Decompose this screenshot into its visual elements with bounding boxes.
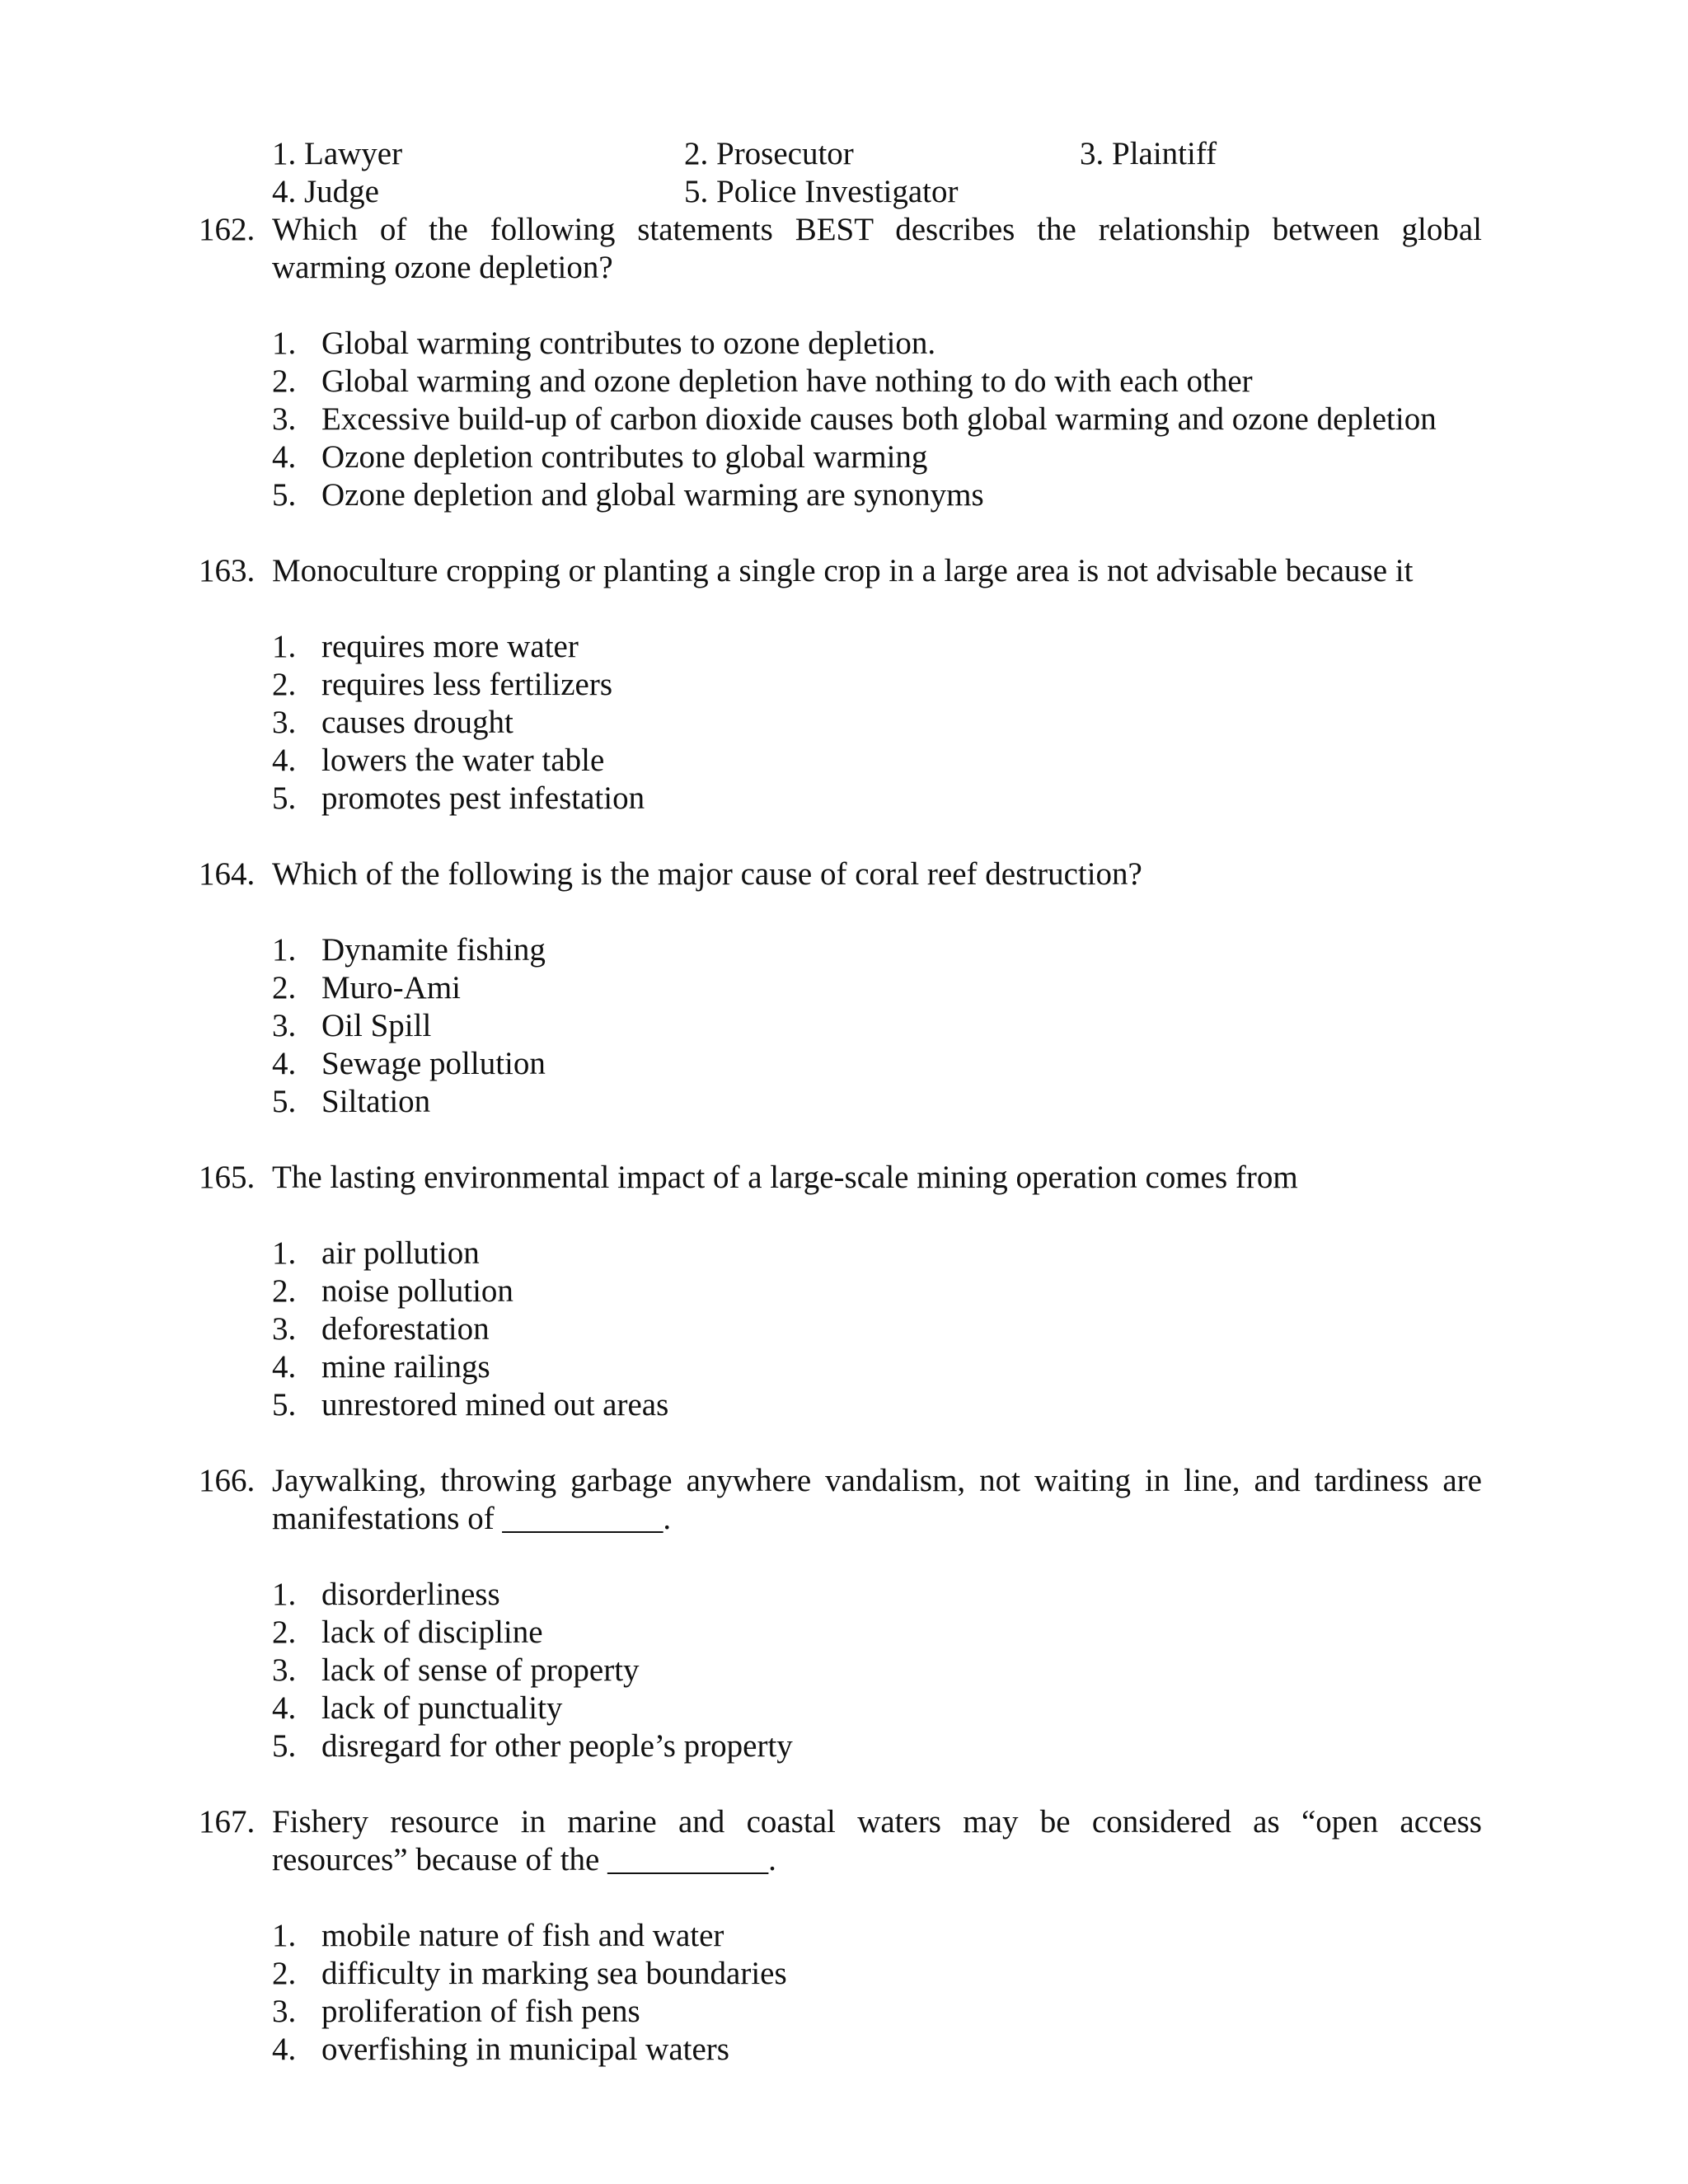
option-number: 3. bbox=[272, 1311, 297, 1347]
option-number: 5. bbox=[272, 477, 297, 513]
option-text: lowers the water table bbox=[321, 743, 605, 778]
option-text: mine railings bbox=[321, 1349, 490, 1385]
option-text: lack of sense of property bbox=[321, 1652, 640, 1688]
option-number: 1. bbox=[272, 326, 297, 361]
option-number: 3. bbox=[272, 705, 297, 740]
question-number: 166. bbox=[199, 1463, 256, 1498]
option-number: 2. bbox=[272, 1273, 297, 1309]
option-number: 1. bbox=[272, 629, 297, 664]
carry-option-4: 4. Judge bbox=[272, 174, 379, 209]
option-text: difficulty in marking sea boundaries bbox=[321, 1956, 787, 1991]
option-text: Muro-Ami bbox=[321, 970, 461, 1005]
option-number: 1. bbox=[272, 1235, 297, 1271]
option-number: 2. bbox=[272, 1956, 297, 1991]
option-number: 4. bbox=[272, 743, 297, 778]
option-number: 4. bbox=[272, 439, 297, 475]
option-text: Global warming and ozone depletion have nothing to do with each other bbox=[321, 363, 1253, 399]
option-text: overfishing in municipal waters bbox=[321, 2032, 729, 2067]
question-text bbox=[272, 1462, 1482, 1538]
question-text-line: Jaywalking, throwing garbage anywhere vandalism, not waiting in line, and tardiness are bbox=[272, 1463, 1482, 1498]
question-text-line: The lasting environmental impact of a large-scale mining operation comes from bbox=[272, 1160, 1298, 1195]
question-text bbox=[272, 1803, 1482, 1879]
question-text bbox=[272, 211, 1482, 287]
question-number: 163. bbox=[199, 553, 256, 588]
question-text-line: Fishery resource in marine and coastal waters may be considered as “open access bbox=[272, 1804, 1482, 1840]
option-text: disorderliness bbox=[321, 1577, 500, 1612]
option-text: noise pollution bbox=[321, 1273, 513, 1309]
option-text: Sewage pollution bbox=[321, 1046, 546, 1081]
option-text: proliferation of fish pens bbox=[321, 1994, 640, 2029]
carry-over-row-1 bbox=[272, 135, 1508, 173]
question-text-line: manifestations of __________. bbox=[272, 1501, 672, 1536]
option-number: 2. bbox=[272, 1615, 297, 1650]
option-text: requires less fertilizers bbox=[321, 667, 613, 702]
question-text-line: resources” because of the __________. bbox=[272, 1842, 776, 1877]
option-text: Siltation bbox=[321, 1084, 431, 1119]
option-text: deforestation bbox=[321, 1311, 490, 1347]
question-text-line: Which of the following is the major cause of coral reef destruction? bbox=[272, 856, 1142, 892]
option-number: 4. bbox=[272, 1349, 297, 1385]
option-number: 1. bbox=[272, 1577, 297, 1612]
option-number: 5. bbox=[272, 1728, 297, 1764]
option-number: 2. bbox=[272, 363, 297, 399]
option-text: Ozone depletion and global warming are synonyms bbox=[321, 477, 984, 513]
question-number: 164. bbox=[199, 856, 256, 892]
option-text: lack of discipline bbox=[321, 1615, 543, 1650]
option-text: air pollution bbox=[321, 1235, 480, 1271]
option-text: Global warming contributes to ozone depletion. bbox=[321, 326, 936, 361]
option-text: mobile nature of fish and water bbox=[321, 1918, 724, 1953]
question-text bbox=[272, 552, 1482, 590]
question-text bbox=[272, 855, 1482, 893]
option-number: 1. bbox=[272, 1918, 297, 1953]
question-text-line: Monoculture cropping or planting a single crop in a large area is not advisable because it bbox=[272, 553, 1414, 588]
option-number: 4. bbox=[272, 2032, 297, 2067]
option-text: causes drought bbox=[321, 705, 513, 740]
question-number: 165. bbox=[199, 1160, 256, 1195]
option-number: 5. bbox=[272, 1084, 297, 1119]
question-text bbox=[272, 1159, 1482, 1197]
question-number: 167. bbox=[199, 1804, 256, 1840]
carry-option-1: 1. Lawyer bbox=[272, 136, 403, 171]
option-text: requires more water bbox=[321, 629, 579, 664]
option-number: 4. bbox=[272, 1046, 297, 1081]
option-text: lack of punctuality bbox=[321, 1690, 563, 1726]
carry-option-3: 3. Plaintiff bbox=[1080, 136, 1217, 171]
question-text-line: warming ozone depletion? bbox=[272, 250, 613, 285]
carry-over-row-2 bbox=[272, 173, 1508, 211]
option-text: disregard for other people’s property bbox=[321, 1728, 793, 1764]
question-number: 162. bbox=[199, 212, 256, 247]
option-number: 5. bbox=[272, 1387, 297, 1422]
carry-option-2: 2. Prosecutor bbox=[684, 136, 854, 171]
option-number: 4. bbox=[272, 1690, 297, 1726]
option-text: Dynamite fishing bbox=[321, 932, 546, 968]
option-text: promotes pest infestation bbox=[321, 780, 645, 816]
option-text: Ozone depletion contributes to global warming bbox=[321, 439, 928, 475]
question-text-line: Which of the following statements BEST describes the relationship between global bbox=[272, 212, 1482, 247]
option-number: 2. bbox=[272, 667, 297, 702]
option-text: unrestored mined out areas bbox=[321, 1387, 669, 1422]
option-text: Excessive build-up of carbon dioxide causes both global warming and ozone depletion bbox=[321, 401, 1437, 437]
option-number: 5. bbox=[272, 780, 297, 816]
option-number: 3. bbox=[272, 401, 297, 437]
option-number: 3. bbox=[272, 1994, 297, 2029]
carry-option-5: 5. Police Investigator bbox=[684, 174, 959, 209]
option-number: 3. bbox=[272, 1008, 297, 1043]
option-number: 1. bbox=[272, 932, 297, 968]
option-number: 2. bbox=[272, 970, 297, 1005]
option-text: Oil Spill bbox=[321, 1008, 432, 1043]
option-number: 3. bbox=[272, 1652, 297, 1688]
